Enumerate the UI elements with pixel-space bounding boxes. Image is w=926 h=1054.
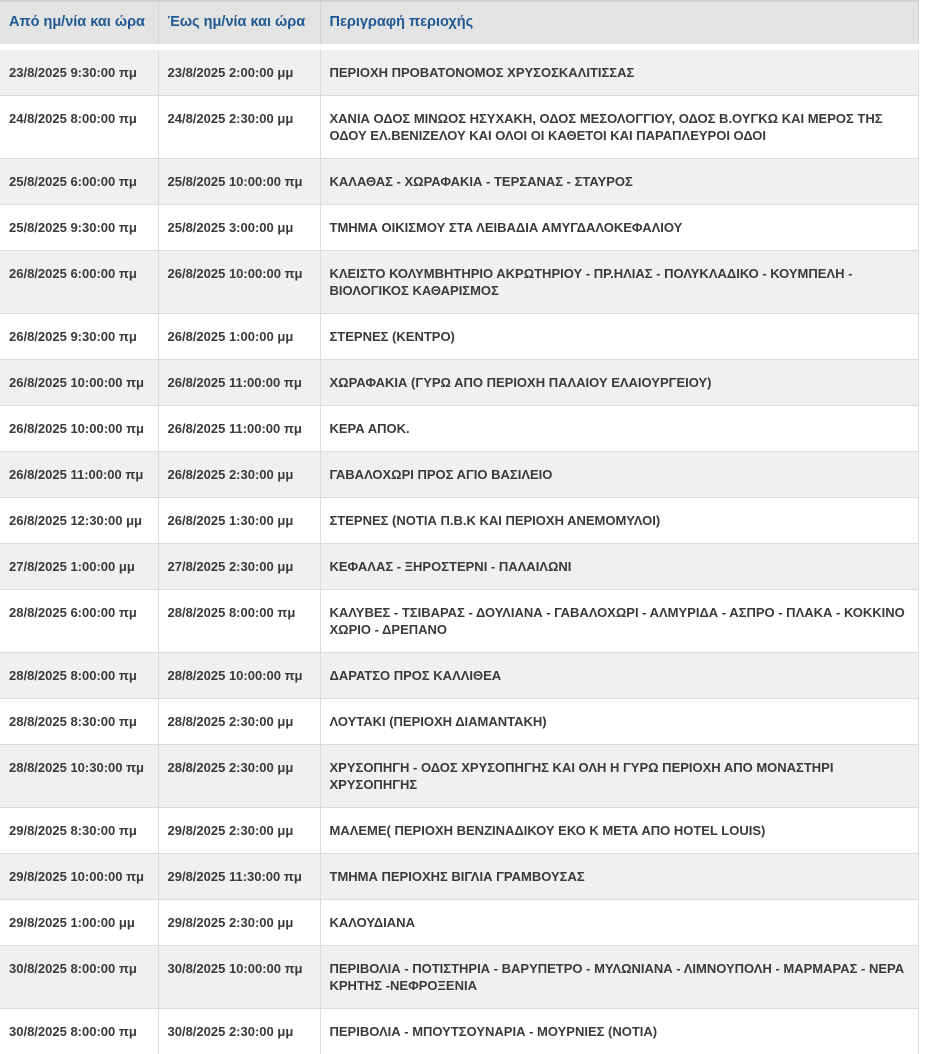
- table-row: [0, 544, 918, 590]
- cell-to: 25/8/2025 10:00:00 πμ: [158, 159, 320, 205]
- table-body: [0, 47, 918, 1054]
- cell-to: 29/8/2025 2:30:00 μμ: [158, 900, 320, 946]
- table-row: [0, 699, 918, 745]
- cell-area: ΜΑΛΕΜΕ( ΠΕΡΙΟΧΗ ΒΕΝΖΙΝΑΔΙΚΟΥ ΕΚΟ Κ ΜΕΤΑ ΑΠΟ HOTEL LOUIS): [320, 808, 918, 854]
- cell-to: 25/8/2025 3:00:00 μμ: [158, 205, 320, 251]
- table-row: [0, 47, 918, 96]
- cell-from: 30/8/2025 8:00:00 πμ: [0, 1009, 158, 1054]
- cell-area: ΚΑΛΟΥΔΙΑΝΑ: [320, 900, 918, 946]
- cell-from: 23/8/2025 9:30:00 πμ: [0, 47, 158, 96]
- cell-area: ΤΜΗΜΑ ΟΙΚΙΣΜΟΥ ΣΤΑ ΛΕΙΒΑΔΙΑ ΑΜΥΓΔΑΛΟΚΕΦΑΛΙΟΥ: [320, 205, 918, 251]
- table-row: [0, 745, 918, 808]
- cell-to: 28/8/2025 8:00:00 πμ: [158, 590, 320, 653]
- table-row: [0, 854, 918, 900]
- cell-from: 27/8/2025 1:00:00 μμ: [0, 544, 158, 590]
- cell-to: 24/8/2025 2:30:00 μμ: [158, 96, 320, 159]
- cell-to: 28/8/2025 10:00:00 πμ: [158, 653, 320, 699]
- cell-area: ΠΕΡΙΟΧΗ ΠΡΟΒΑΤΟΝΟΜΟΣ ΧΡΥΣΟΣΚΑΛΙΤΙΣΣΑΣ: [320, 47, 918, 96]
- cell-from: 25/8/2025 9:30:00 πμ: [0, 205, 158, 251]
- table-row: [0, 653, 918, 699]
- table-row: [0, 96, 918, 159]
- cell-to: 26/8/2025 2:30:00 μμ: [158, 452, 320, 498]
- cell-to: 27/8/2025 2:30:00 μμ: [158, 544, 320, 590]
- table-row: [0, 1009, 918, 1054]
- table-row: [0, 808, 918, 854]
- cell-to: 30/8/2025 10:00:00 πμ: [158, 946, 320, 1009]
- table-row: [0, 590, 918, 653]
- cell-from: 28/8/2025 8:30:00 πμ: [0, 699, 158, 745]
- column-header-to: Έως ημ/νία και ώρα: [158, 1, 320, 47]
- cell-area: ΤΜΗΜΑ ΠΕΡΙΟΧΗΣ ΒΙΓΛΙΑ ΓΡΑΜΒΟΥΣΑΣ: [320, 854, 918, 900]
- cell-to: 29/8/2025 11:30:00 πμ: [158, 854, 320, 900]
- header-row: [0, 1, 918, 47]
- cell-from: 26/8/2025 6:00:00 πμ: [0, 251, 158, 314]
- cell-from: 24/8/2025 8:00:00 πμ: [0, 96, 158, 159]
- table-row: [0, 314, 918, 360]
- cell-area: ΠΕΡΙΒΟΛΙΑ - ΠΟΤΙΣΤΗΡΙΑ - ΒΑΡΥΠΕΤΡΟ - ΜΥΛΩΝΙΑΝΑ - ΛΙΜΝΟΥΠΟΛΗ - ΜΑΡΜΑΡΑΣ - ΝΕΡΑ ΚΡΗΤΗΣ -ΝΕΦΡΟΞΕΝΙΑ: [320, 946, 918, 1009]
- cell-area: ΧΩΡΑΦΑΚΙΑ (ΓΥΡΩ ΑΠΟ ΠΕΡΙΟΧΗ ΠΑΛΑΙΟΥ ΕΛΑΙΟΥΡΓΕΙΟΥ): [320, 360, 918, 406]
- table-row: [0, 360, 918, 406]
- table-row: [0, 946, 918, 1009]
- cell-from: 26/8/2025 11:00:00 πμ: [0, 452, 158, 498]
- cell-to: 30/8/2025 2:30:00 μμ: [158, 1009, 320, 1054]
- cell-to: 26/8/2025 11:00:00 πμ: [158, 406, 320, 452]
- cell-from: 28/8/2025 10:30:00 πμ: [0, 745, 158, 808]
- cell-to: 26/8/2025 1:00:00 μμ: [158, 314, 320, 360]
- table-header: [0, 1, 918, 47]
- cell-area: ΠΕΡΙΒΟΛΙΑ - ΜΠΟΥΤΣΟΥΝΑΡΙΑ - ΜΟΥΡΝΙΕΣ (ΝΟΤΙΑ): [320, 1009, 918, 1054]
- table-row: [0, 251, 918, 314]
- cell-from: 26/8/2025 9:30:00 πμ: [0, 314, 158, 360]
- cell-to: 26/8/2025 1:30:00 μμ: [158, 498, 320, 544]
- table-row: [0, 498, 918, 544]
- cell-area: ΚΑΛΥΒΕΣ - ΤΣΙΒΑΡΑΣ - ΔΟΥΛΙΑΝΑ - ΓΑΒΑΛΟΧΩΡΙ - ΑΛΜΥΡΙΔΑ - ΑΣΠΡΟ - ΠΛΑΚΑ - ΚΟΚΚΙΝΟ ΧΩΡΙΟ - ΔΡΕΠΑΝΟ: [320, 590, 918, 653]
- cell-to: 28/8/2025 2:30:00 μμ: [158, 745, 320, 808]
- cell-area: ΧΑΝΙΑ ΟΔΟΣ ΜΙΝΩΟΣ ΗΣΥΧΑΚΗ, ΟΔΟΣ ΜΕΣΟΛΟΓΓΙΟΥ, ΟΔΟΣ Β.ΟΥΓΚΩ ΚΑΙ ΜΕΡΟΣ ΤΗΣ ΟΔΟΥ ΕΛ.ΒΕΝΙΖΕΛΟΥ ΚΑΙ ΟΛΟΙ ΟΙ ΚΑΘΕΤΟΙ ΚΑΙ ΠΑΡΑΠΛΕΥΡΟΙ ΟΔΟΙ: [320, 96, 918, 159]
- cell-from: 25/8/2025 6:00:00 πμ: [0, 159, 158, 205]
- cell-from: 29/8/2025 1:00:00 μμ: [0, 900, 158, 946]
- cell-to: 23/8/2025 2:00:00 μμ: [158, 47, 320, 96]
- cell-area: ΛΟΥΤΑΚΙ (ΠΕΡΙΟΧΗ ΔΙΑΜΑΝΤΑΚΗ): [320, 699, 918, 745]
- table-row: [0, 900, 918, 946]
- cell-from: 28/8/2025 8:00:00 πμ: [0, 653, 158, 699]
- cell-from: 30/8/2025 8:00:00 πμ: [0, 946, 158, 1009]
- cell-from: 26/8/2025 12:30:00 μμ: [0, 498, 158, 544]
- cell-to: 28/8/2025 2:30:00 μμ: [158, 699, 320, 745]
- cell-area: ΚΕΡΑ ΑΠΟΚ.: [320, 406, 918, 452]
- cell-to: 26/8/2025 11:00:00 πμ: [158, 360, 320, 406]
- column-header-from: Από ημ/νία και ώρα: [0, 1, 158, 47]
- cell-from: 29/8/2025 8:30:00 πμ: [0, 808, 158, 854]
- cell-to: 29/8/2025 2:30:00 μμ: [158, 808, 320, 854]
- cell-area: ΚΑΛΑΘΑΣ - ΧΩΡΑΦΑΚΙΑ - ΤΕΡΣΑΝΑΣ - ΣΤΑΥΡΟΣ: [320, 159, 918, 205]
- cell-area: ΚΛΕΙΣΤΟ ΚΟΛΥΜΒΗΤΗΡΙΟ ΑΚΡΩΤΗΡΙΟΥ - ΠΡ.ΗΛΙΑΣ - ΠΟΛΥΚΛΑΔΙΚΟ - ΚΟΥΜΠΕΛΗ - ΒΙΟΛΟΓΙΚΟΣ ΚΑΘΑΡΙΣΜΟΣ: [320, 251, 918, 314]
- cell-from: 26/8/2025 10:00:00 πμ: [0, 406, 158, 452]
- cell-from: 28/8/2025 6:00:00 πμ: [0, 590, 158, 653]
- column-header-area: Περιγραφή περιοχής: [320, 1, 918, 47]
- cell-area: ΣΤΕΡΝΕΣ (ΚΕΝΤΡΟ): [320, 314, 918, 360]
- table-row: [0, 159, 918, 205]
- cell-area: ΚΕΦΑΛΑΣ - ΞΗΡΟΣΤΕΡΝΙ - ΠΑΛΑΙΛΩΝΙ: [320, 544, 918, 590]
- cell-area: ΔΑΡΑΤΣΟ ΠΡΟΣ ΚΑΛΛΙΘΕΑ: [320, 653, 918, 699]
- table-row: [0, 205, 918, 251]
- cell-from: 29/8/2025 10:00:00 πμ: [0, 854, 158, 900]
- cell-area: ΣΤΕΡΝΕΣ (ΝΟΤΙΑ Π.Β.Κ ΚΑΙ ΠΕΡΙΟΧΗ ΑΝΕΜΟΜΥΛΟΙ): [320, 498, 918, 544]
- cell-from: 26/8/2025 10:00:00 πμ: [0, 360, 158, 406]
- cell-to: 26/8/2025 10:00:00 πμ: [158, 251, 320, 314]
- table-row: [0, 452, 918, 498]
- cell-area: ΓΑΒΑΛΟΧΩΡΙ ΠΡΟΣ ΑΓΙΟ ΒΑΣΙΛΕΙΟ: [320, 452, 918, 498]
- table-row: [0, 406, 918, 452]
- cell-area: ΧΡΥΣΟΠΗΓΗ - ΟΔΟΣ ΧΡΥΣΟΠΗΓΗΣ ΚΑΙ ΟΛΗ Η ΓΥΡΩ ΠΕΡΙΟΧΗ ΑΠΟ ΜΟΝΑΣΤΗΡΙ ΧΡΥΣΟΠΗΓΗΣ: [320, 745, 918, 808]
